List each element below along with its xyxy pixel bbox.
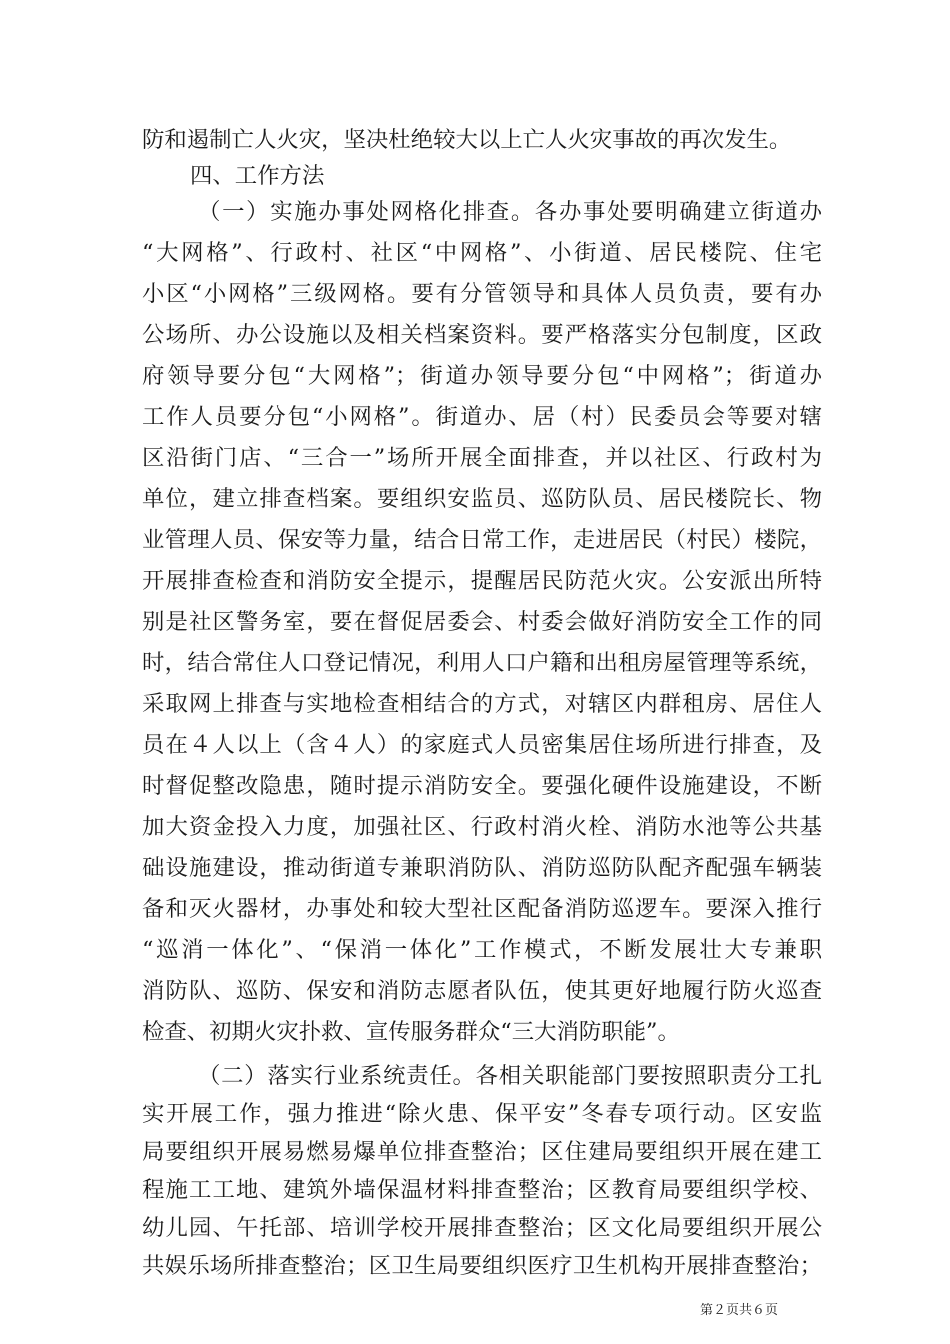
paragraph-line: 小区“小网格”三级网格。要有分管领导和具体人员负责，要有办	[142, 281, 822, 307]
section-heading: 四、工作方法	[190, 163, 325, 189]
paragraph-line: 工作人员要分包“小网格”。街道办、居（村）民委员会等要对辖	[142, 404, 822, 430]
paragraph-line: 消防队、巡防、保安和消防志愿者队伍，使其更好地履行防火巡查	[142, 978, 822, 1004]
paragraph-line: 公场所、办公设施以及相关档案资料。要严格落实分包制度，区政	[142, 322, 822, 348]
paragraph-line: 区沿街门店、“三合一”场所开展全面排查，并以社区、行政村为	[142, 445, 822, 471]
page-number: 第２页共６页	[700, 1303, 779, 1318]
paragraph-line: “巡消一体化”、“保消一体化”工作模式，不断发展壮大专兼职	[142, 937, 822, 963]
paragraph-line: “大网格”、行政村、社区“中网格”、小街道、居民楼院、住宅	[142, 240, 822, 266]
paragraph-line: 加大资金投入力度，加强社区、行政村消火栓、消防水池等公共基	[142, 814, 822, 840]
paragraph-line: 别是社区警务室，要在督促居委会、村委会做好消防安全工作的同	[142, 609, 822, 635]
paragraph-line: 员在４人以上（含４人）的家庭式人员密集居住场所进行排查，及	[142, 732, 822, 758]
paragraph-line: 防和遏制亡人火灾，坚决杜绝较大以上亡人火灾事故的再次发生。	[142, 127, 792, 153]
paragraph-line: 局要组织开展易燃易爆单位排查整治；区住建局要组织开展在建工	[142, 1139, 822, 1165]
paragraph-line: 幼儿园、午托部、培训学校开展排查整治；区文化局要组织开展公	[142, 1215, 822, 1241]
paragraph-line: 程施工工地、建筑外墙保温材料排查整治；区教育局要组织学校、	[142, 1177, 822, 1203]
paragraph-line: 检查、初期火灾扑救、宣传服务群众“三大消防职能”。	[142, 1019, 680, 1045]
paragraph-line: 共娱乐场所排查整治；区卫生局要组织医疗卫生机构开展排查整治；	[142, 1253, 822, 1279]
paragraph-line: 实开展工作，强力推进“除火患、保平安”冬春专项行动。区安监	[142, 1101, 822, 1127]
paragraph-line: （一）实施办事处网格化排查。各办事处要明确建立街道办	[198, 199, 822, 225]
paragraph-line: 础设施建设，推动街道专兼职消防队、消防巡防队配齐配强车辆装	[142, 855, 822, 881]
paragraph-line: 采取网上排查与实地检查相结合的方式，对辖区内群租房、居住人	[142, 691, 822, 717]
paragraph-line: 开展排查检查和消防安全提示，提醒居民防范火灾。公安派出所特	[142, 568, 822, 594]
paragraph-line: 业管理人员、保安等力量，结合日常工作，走进居民（村民）楼院，	[142, 527, 822, 553]
paragraph-line: 府领导要分包“大网格”；街道办领导要分包“中网格”；街道办	[142, 363, 822, 389]
paragraph-line: 时督促整改隐患，随时提示消防安全。要强化硬件设施建设，不断	[142, 773, 822, 799]
paragraph-line: 备和灭火器材，办事处和较大型社区配备消防巡逻车。要深入推行	[142, 896, 822, 922]
paragraph-line: 时，结合常住人口登记情况，利用人口户籍和出租房屋管理等系统，	[142, 650, 822, 676]
paragraph-line: （二）落实行业系统责任。各相关职能部门要按照职责分工扎	[198, 1063, 822, 1089]
paragraph-line: 单位，建立排查档案。要组织安监员、巡防队员、居民楼院长、物	[142, 486, 822, 512]
